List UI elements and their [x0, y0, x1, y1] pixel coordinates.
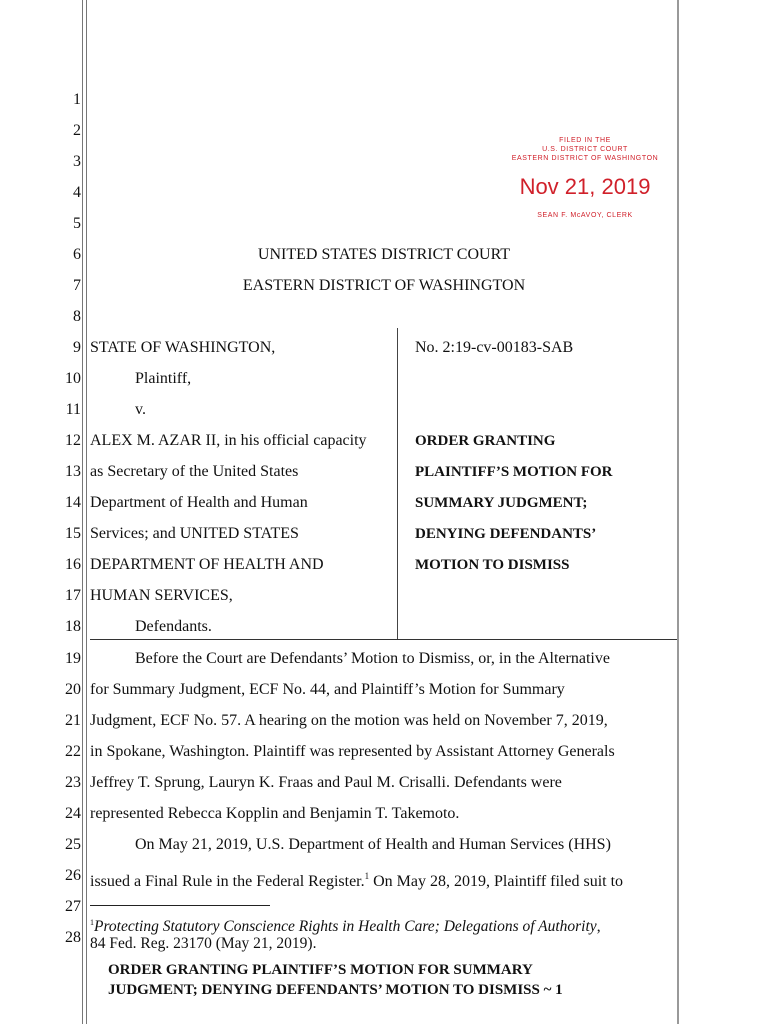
line-number: 4 [73, 184, 81, 201]
stamp-district: EASTERN DISTRICT OF WASHINGTON [511, 155, 659, 162]
line-number: 8 [73, 308, 81, 325]
left-margin-line-inner [86, 0, 87, 1024]
line-number: 10 [65, 370, 81, 387]
body-line: in Spokane, Washington. Plaintiff was represented by Assistant Attorney Generals [90, 743, 615, 760]
line-number: 24 [65, 805, 81, 822]
line-number: 9 [73, 339, 81, 356]
caption-divider [397, 328, 398, 640]
caption-versus: v. [135, 401, 146, 418]
line-number: 19 [65, 650, 81, 667]
line-number: 27 [65, 898, 81, 915]
line-number: 18 [65, 618, 81, 635]
stamp-date: Nov 21, 2019 [519, 174, 651, 199]
order-title-line: SUMMARY JUDGMENT; [415, 495, 588, 511]
line-number: 7 [73, 277, 81, 294]
footnote-punctuation: , [596, 918, 601, 935]
case-number: No. 2:19-cv-00183-SAB [415, 339, 574, 356]
body-line-text: issued a Final Rule in the Federal Register. [90, 873, 365, 890]
footnote-title: Protecting Statutory Conscience Rights in Health Care; Delegations of Authority [94, 918, 597, 935]
caption-party-defendant: HUMAN SERVICES, [90, 587, 233, 604]
court-district: EASTERN DISTRICT OF WASHINGTON [242, 277, 526, 294]
caption-party-defendant: as Secretary of the United States [90, 463, 299, 480]
caption-role-defendants: Defendants. [135, 618, 212, 635]
line-number: 25 [65, 836, 81, 853]
line-number: 3 [73, 153, 81, 170]
footnote-marker: 1 [90, 918, 94, 927]
line-number: 11 [65, 401, 81, 418]
order-title-line: PLAINTIFF’S MOTION FOR [415, 464, 613, 480]
body-line [90, 866, 623, 892]
footnote-reference[interactable]: 1 [364, 871, 370, 881]
order-title-line: DENYING DEFENDANTS’ [415, 526, 597, 542]
caption-party-defendant: Services; and UNITED STATES [90, 525, 299, 542]
line-number: 6 [73, 246, 81, 263]
body-line: On May 21, 2019, U.S. Department of Health and Human Services (HHS) [135, 836, 611, 853]
line-number: 17 [65, 587, 81, 604]
line-number: 5 [73, 215, 81, 232]
line-number: 1 [73, 91, 81, 108]
line-number: 22 [65, 743, 81, 760]
body-line: for Summary Judgment, ECF No. 44, and Plaintiff’s Motion for Summary [90, 681, 565, 698]
line-number: 16 [65, 556, 81, 573]
right-margin-line [677, 0, 679, 1024]
body-line: Jeffrey T. Sprung, Lauryn K. Fraas and Paul M. Crisalli. Defendants were [90, 774, 562, 791]
line-number: 2 [73, 122, 81, 139]
line-number: 12 [65, 432, 81, 449]
page-footer-title: ORDER GRANTING PLAINTIFF’S MOTION FOR SUMMARY [108, 962, 533, 978]
line-number: 23 [65, 774, 81, 791]
body-line: Before the Court are Defendants’ Motion to Dismiss, or, in the Alternative [135, 650, 610, 667]
line-number: 13 [65, 463, 81, 480]
caption-role-plaintiff: Plaintiff, [135, 370, 192, 387]
caption-bottom-rule [90, 639, 677, 640]
footnote-citation: 84 Fed. Reg. 23170 (May 21, 2019). [90, 935, 317, 952]
line-number: 26 [65, 867, 81, 884]
line-number: 14 [65, 494, 81, 511]
court-name: UNITED STATES DISTRICT COURT [257, 246, 511, 263]
caption-party-plaintiff: STATE OF WASHINGTON, [90, 339, 276, 356]
stamp-court: U.S. DISTRICT COURT [542, 146, 628, 153]
line-number: 21 [65, 712, 81, 729]
body-line: Judgment, ECF No. 57. A hearing on the motion was held on November 7, 2019, [90, 712, 608, 729]
line-number: 15 [65, 525, 81, 542]
caption-party-defendant: ALEX M. AZAR II, in his official capacity [90, 432, 367, 449]
body-line: represented Rebecca Kopplin and Benjamin T. Takemoto. [90, 805, 460, 822]
stamp-clerk: SEAN F. McAVOY, CLERK [537, 212, 633, 219]
order-title-line: ORDER GRANTING [415, 433, 556, 449]
caption-party-defendant: Department of Health and Human [90, 494, 308, 511]
line-number: 28 [65, 929, 81, 946]
line-number: 20 [65, 681, 81, 698]
body-line-text: On May 28, 2019, Plaintiff filed suit to [369, 873, 624, 890]
left-margin-line-outer [82, 0, 83, 1024]
order-title-line: MOTION TO DISMISS [415, 557, 570, 573]
footnote-separator [90, 905, 270, 906]
page-footer-title-page: JUDGMENT; DENYING DEFENDANTS’ MOTION TO DISMISS ~ 1 [108, 982, 563, 998]
stamp-filed-label: FILED IN THE [559, 137, 611, 144]
caption-party-defendant: DEPARTMENT OF HEALTH AND [90, 556, 324, 573]
